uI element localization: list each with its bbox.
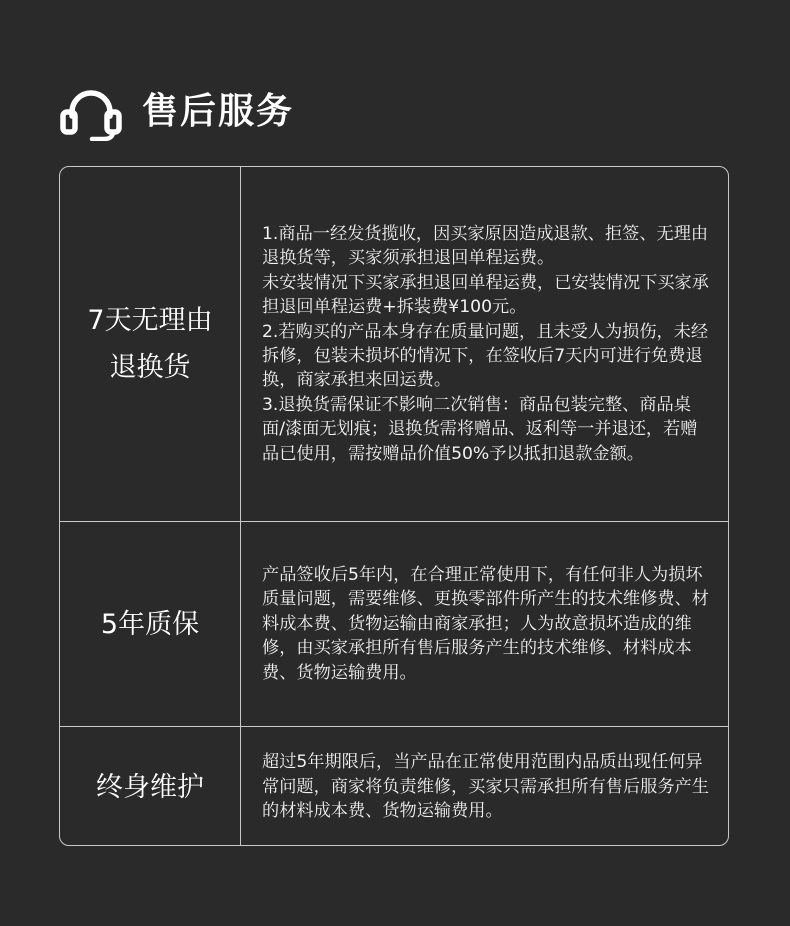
policy-label-return: 7天无理由退换货 <box>87 305 213 383</box>
policy-content-warranty <box>262 563 712 685</box>
page-header <box>60 82 294 142</box>
policy-content-cell <box>241 167 728 521</box>
policy-content-return <box>262 222 712 466</box>
policy-label-warranty: 5年质保 <box>100 608 200 640</box>
policy-label-cell <box>60 522 241 726</box>
policy-paragraph: 3.退换货需保证不影响二次销售：商品包装完整、商品桌面/漆面无划痕；退换货需将赠品、返利等一并退还，若赠品已使用，需按赠品价值50%予以抵扣退款金额。 <box>262 394 698 464</box>
policy-content-lifetime <box>262 750 712 823</box>
policy-row-lifetime <box>60 727 728 846</box>
headset-icon <box>60 83 122 141</box>
after-sales-policy-table <box>59 166 729 846</box>
policy-label-cell <box>60 727 241 846</box>
policy-content-cell <box>241 522 728 726</box>
policy-paragraph: 2.若购买的产品本身存在质量问题，且未受人为损伤，未经拆修，包装未损坏的情况下，在签收后7天内可进行免费退换，商家承担来回运费。 <box>262 321 709 391</box>
policy-paragraph: 产品签收后5年内，在合理正常使用下，有任何非人为损坏质量问题，需要维修、更换零部件所产生的技术维修费、材料成本费、货物运输由商家承担；人为故意损坏造成的维修，由买家承担所有售后服务产生的技术维修、材料成本费、货物运输费用。 <box>262 564 709 683</box>
policy-content-cell <box>241 727 728 846</box>
policy-row-return <box>60 167 728 522</box>
page-title: 售后服务 <box>142 91 295 132</box>
policy-paragraph: 超过5年期限后，当产品在正常使用范围内品质出现任何异常问题，商家将负责维修，买家只需承担所有售后服务产生的材料成本费、货物运输费用。 <box>262 752 709 822</box>
policy-paragraph: 未安装情况下买家承担退回单程运费，已安装情况下买家承担退回单程运费+拆装费¥100元。 <box>262 272 709 318</box>
policy-label-cell <box>60 167 241 521</box>
policy-label-lifetime: 终身维护 <box>96 771 204 803</box>
policy-row-warranty <box>60 522 728 727</box>
policy-paragraph: 1.商品一经发货揽收，因买家原因造成退款、拒签、无理由退换货等，买家须承担退回单程运费。 <box>262 223 709 269</box>
